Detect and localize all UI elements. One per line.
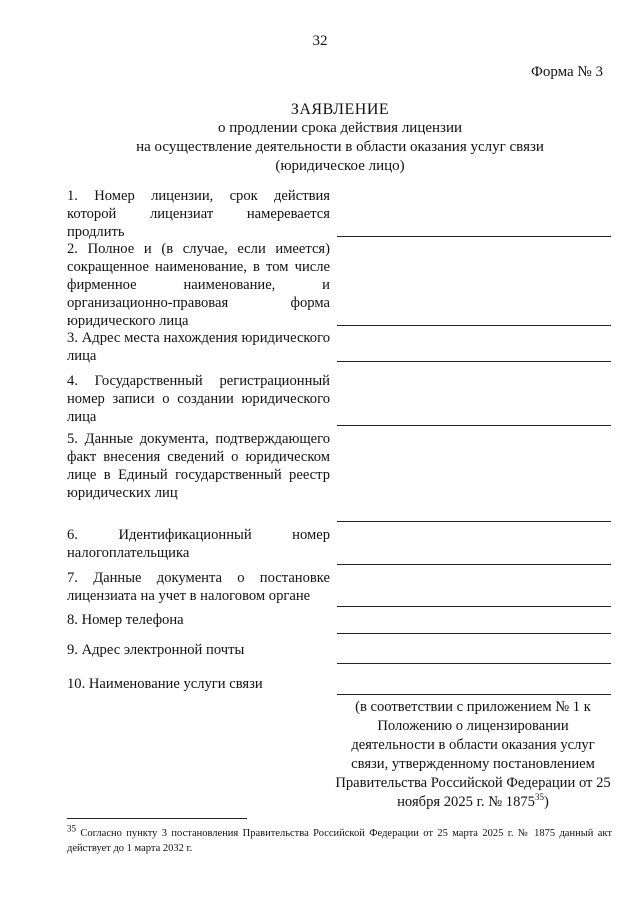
field-label-tax-registration: 7. Данные документа о постановке лицензиата на учет в налоговом органе xyxy=(67,570,330,604)
field-input-email[interactable] xyxy=(337,663,611,664)
footnote-reference: 35 xyxy=(534,792,544,803)
field-input-phone[interactable] xyxy=(337,633,611,634)
field-label-phone: 8. Номер телефона xyxy=(67,612,184,628)
page-number: 32 xyxy=(312,33,328,49)
field-label-address: 3. Адрес места нахождения юридического лица xyxy=(67,330,330,364)
field-label-inn: 6. Идентификационный номер налогоплательщика xyxy=(67,527,330,561)
field-input-tax-registration[interactable] xyxy=(337,606,611,607)
title-line-1: о продлении срока действия лицензии xyxy=(217,120,463,136)
title-main: ЗАЯВЛЕНИЕ xyxy=(290,101,390,118)
field-input-service[interactable] xyxy=(337,694,611,695)
field-label-license-number: 1. Номер лицензии, срок действия которой лицензиат намеревается продлить xyxy=(67,188,330,240)
title-line-2: на осуществление деятельности в области оказания услуг связи xyxy=(136,139,544,155)
field-input-license-number[interactable] xyxy=(337,236,611,237)
field-input-address[interactable] xyxy=(337,361,611,362)
field-label-service: 10. Наименование услуги связи xyxy=(67,676,263,692)
service-note-close: ) xyxy=(543,794,549,810)
document-title xyxy=(40,100,640,176)
field-input-full-name[interactable] xyxy=(337,325,611,326)
footnote-number: 35 xyxy=(67,823,76,834)
service-note-text: (в соответствии с приложением № 1 к Положению о лицензировании деятельности в области оказания услуг связи, утвержденному постановлением Правительства Российской Федерации от 25 ноября 2025 г. № 1875 xyxy=(335,699,611,810)
title-line-3: (юридическое лицо) xyxy=(275,158,405,174)
field-label-email: 9. Адрес электронной почты xyxy=(67,642,245,658)
service-note xyxy=(335,698,611,812)
field-label-registration-number: 4. Государственный регистрационный номер записи о создании юридического лица xyxy=(67,373,330,425)
field-input-registration-number[interactable] xyxy=(337,425,611,426)
field-input-egrul-document[interactable] xyxy=(337,521,611,522)
footnote-divider xyxy=(67,818,247,819)
field-label-egrul-document: 5. Данные документа, подтверждающего факт внесения сведений о юридическом лице в Единый государственный реестр юридических лиц xyxy=(67,431,330,501)
field-input-inn[interactable] xyxy=(337,564,611,565)
footnote xyxy=(67,823,612,856)
field-label-full-name: 2. Полное и (в случае, если имеется) сокращенное наименование, в том числе фирменное наименование, и организационно-правовая форма юридического лица xyxy=(67,241,330,329)
form-number: Форма № 3 xyxy=(531,64,603,80)
footnote-text: Согласно пункту 3 постановления Правительства Российской Федерации от 25 марта 2025 г. № 1875 данный акт действует до 1 марта 2032 г. xyxy=(67,828,612,854)
